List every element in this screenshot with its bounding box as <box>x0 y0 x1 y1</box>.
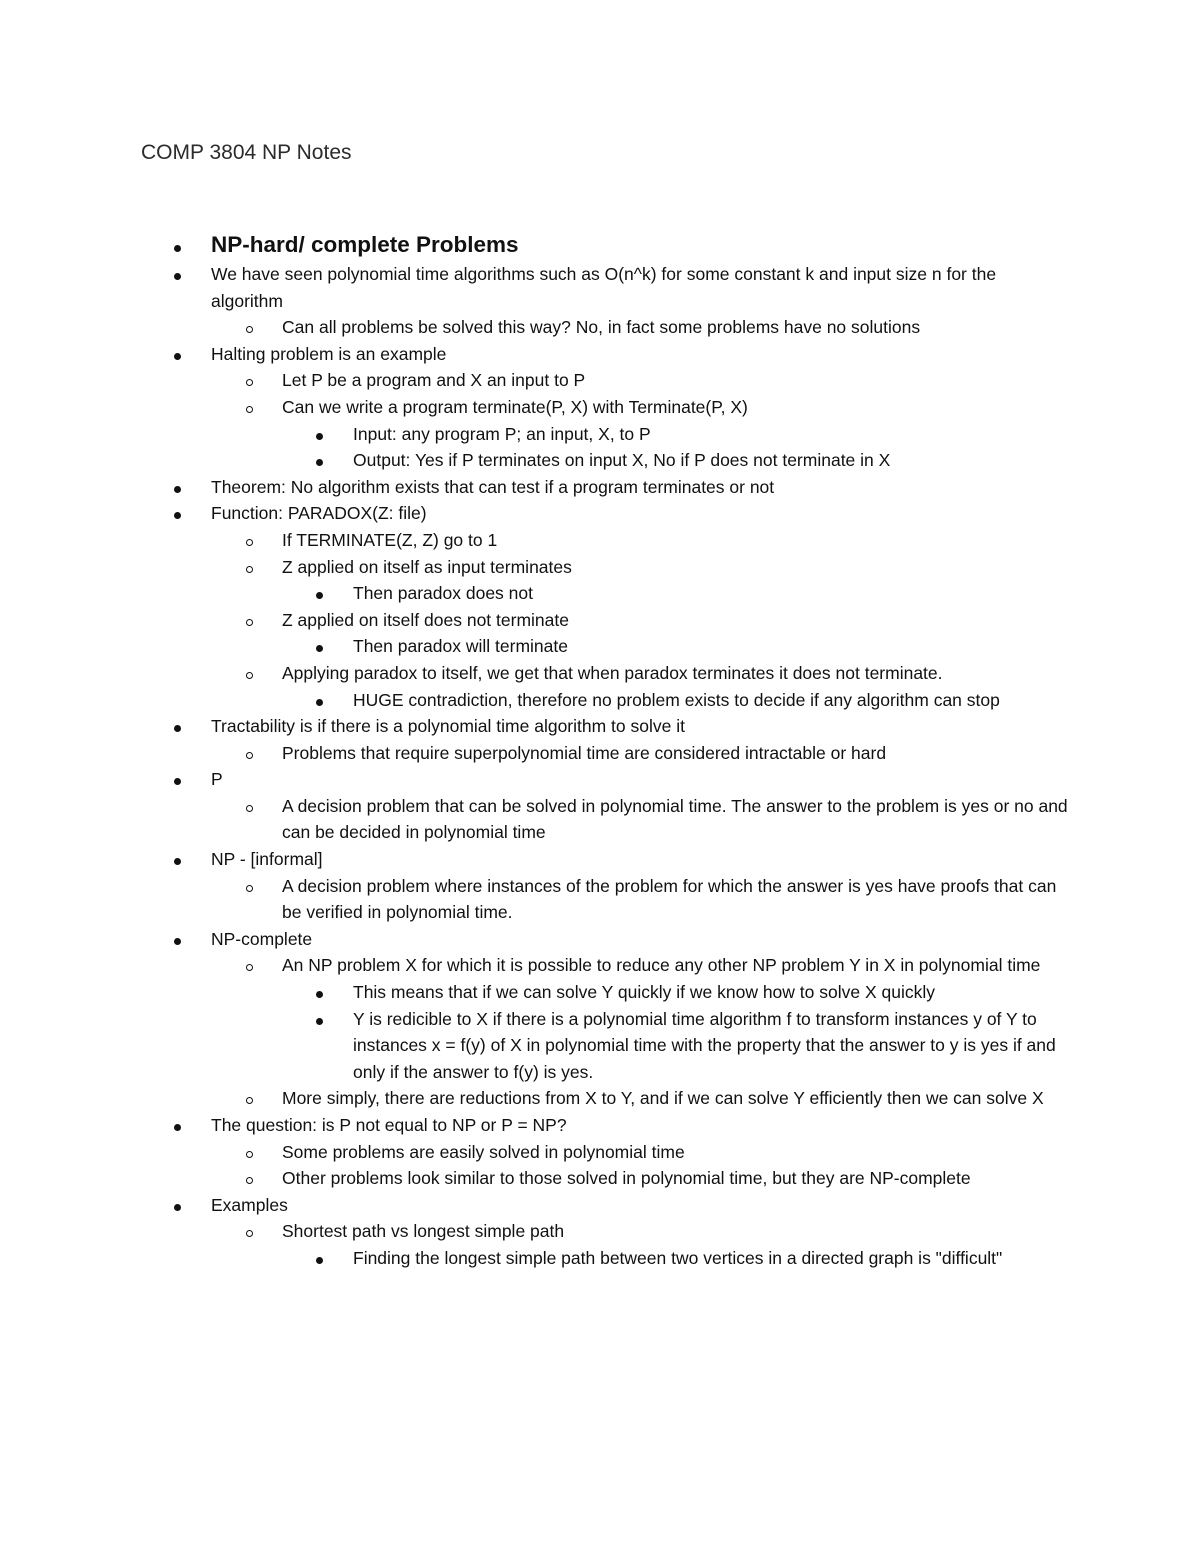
bullet-disc-icon <box>174 766 181 793</box>
bullet-disc-icon <box>316 633 323 660</box>
list-item-text: If TERMINATE(Z, Z) go to 1 <box>282 529 498 550</box>
list-item <box>0 527 1200 554</box>
bullet-disc-icon <box>174 229 181 261</box>
list-item <box>0 607 1200 634</box>
bullet-circle-icon <box>246 1165 253 1192</box>
bullet-disc-icon <box>174 261 181 288</box>
list-item <box>0 580 1200 607</box>
bullet-disc-icon <box>174 926 181 953</box>
list-item-text: A decision problem that can be solved in polynomial time. The answer to the problem is yes or no and can be decided in polynomial time <box>282 795 1068 843</box>
list-item-text: Y is redicible to X if there is a polynomial time algorithm f to transform instances y of Y to instances x = f(y) of X in polynomial time with the property that the answer to y is yes if and only if the answer to f(y) is yes. <box>353 1008 1056 1082</box>
list-item <box>0 341 1200 368</box>
list-item <box>0 554 1200 581</box>
list-item-text: Function: PARADOX(Z: file) <box>211 503 427 524</box>
bullet-circle-icon <box>246 952 253 979</box>
list-item <box>0 1085 1200 1112</box>
list-item <box>0 421 1200 448</box>
list-item-text: Other problems look similar to those solved in polynomial time, but they are NP-complete <box>282 1168 971 1189</box>
list-item-text: We have seen polynomial time algorithms such as O(n^k) for some constant k and input size n for the algorithm <box>211 264 997 311</box>
list-item-text: Output: Yes if P terminates on input X, No if P does not terminate in X <box>353 450 891 471</box>
bullet-disc-icon <box>174 713 181 740</box>
list-item <box>0 1192 1200 1219</box>
list-item-text: This means that if we can solve Y quickly if we know how to solve X quickly <box>353 982 935 1003</box>
list-item <box>0 367 1200 394</box>
bullet-circle-icon <box>246 394 253 421</box>
bullet-disc-icon <box>174 474 181 501</box>
bullet-disc-icon <box>174 500 181 527</box>
bullet-circle-icon <box>246 1085 253 1112</box>
list-item <box>0 447 1200 474</box>
list-item <box>0 1006 1200 1086</box>
notes-list <box>0 229 1200 1272</box>
list-item-text: Let P be a program and X an input to P <box>282 370 586 391</box>
list-item <box>0 793 1200 846</box>
list-item <box>0 1218 1200 1245</box>
list-item-text: Z applied on itself does not terminate <box>282 609 569 630</box>
list-item <box>0 633 1200 660</box>
list-item <box>0 500 1200 527</box>
list-item <box>0 394 1200 421</box>
list-item-text: Then paradox will terminate <box>353 636 568 657</box>
list-item <box>0 1139 1200 1166</box>
list-item <box>0 846 1200 873</box>
list-item-text: Applying paradox to itself, we get that when paradox terminates it does not terminate. <box>282 662 943 683</box>
bullet-circle-icon <box>246 660 253 687</box>
list-item <box>0 314 1200 341</box>
list-item <box>0 740 1200 767</box>
bullet-circle-icon <box>246 1218 253 1245</box>
list-item-text: Tractability is if there is a polynomial time algorithm to solve it <box>211 716 685 737</box>
list-item <box>0 713 1200 740</box>
list-item-text: NP-complete <box>211 928 313 949</box>
bullet-circle-icon <box>246 527 253 554</box>
list-item <box>0 926 1200 953</box>
list-item-text: Then paradox does not <box>353 583 533 604</box>
list-item <box>0 474 1200 501</box>
list-item-text: Can we write a program terminate(P, X) with Terminate(P, X) <box>282 396 748 417</box>
bullet-disc-icon <box>316 421 323 448</box>
list-item-text: Finding the longest simple path between two vertices in a directed graph is "difficult" <box>353 1247 1003 1268</box>
bullet-circle-icon <box>246 793 253 820</box>
list-item-text: An NP problem X for which it is possible to reduce any other NP problem Y in X in polynomial time <box>282 955 1041 976</box>
list-item-text: Problems that require superpolynomial time are considered intractable or hard <box>282 742 887 763</box>
list-item <box>0 766 1200 793</box>
bullet-disc-icon <box>316 1245 323 1272</box>
bullet-circle-icon <box>246 873 253 900</box>
list-item-text: Can all problems be solved this way? No, in fact some problems have no solutions <box>282 317 921 338</box>
bullet-circle-icon <box>246 367 253 394</box>
list-item-text: Examples <box>211 1194 288 1215</box>
bullet-circle-icon <box>246 314 253 341</box>
bullet-disc-icon <box>316 580 323 607</box>
bullet-disc-icon <box>316 447 323 474</box>
bullet-disc-icon <box>174 341 181 368</box>
list-item <box>0 261 1200 314</box>
bullet-circle-icon <box>246 740 253 767</box>
bullet-circle-icon <box>246 1139 253 1166</box>
list-item-text: The question: is P not equal to NP or P = NP? <box>211 1115 567 1135</box>
list-item-text: Shortest path vs longest simple path <box>282 1221 565 1242</box>
list-item <box>0 979 1200 1006</box>
list-item-text: P <box>211 769 223 790</box>
list-item <box>0 687 1200 714</box>
list-item <box>0 1112 1200 1139</box>
list-item-text: A decision problem where instances of the problem for which the answer is yes have proofs that can be verified in polynomial time. <box>282 875 1057 923</box>
list-item-text: Theorem: No algorithm exists that can test if a program terminates or not <box>211 476 775 497</box>
list-item-text: Halting problem is an example <box>211 343 447 364</box>
bullet-disc-icon <box>316 979 323 1006</box>
list-item-text: Some problems are easily solved in polynomial time <box>282 1141 685 1162</box>
bullet-disc-icon <box>174 1192 181 1219</box>
list-item-text: Z applied on itself as input terminates <box>282 556 572 577</box>
bullet-disc-icon <box>316 687 323 714</box>
list-item <box>0 952 1200 979</box>
list-item <box>0 660 1200 687</box>
list-item-text: More simply, there are reductions from X to Y, and if we can solve Y efficiently then we can solve X <box>282 1088 1044 1109</box>
bullet-disc-icon <box>174 846 181 873</box>
bullet-circle-icon <box>246 554 253 581</box>
list-item <box>0 1165 1200 1192</box>
list-item <box>0 873 1200 926</box>
list-item-text: HUGE contradiction, therefore no problem exists to decide if any algorithm can stop <box>353 689 1000 710</box>
bullet-disc-icon <box>174 1112 181 1139</box>
list-item <box>0 1245 1200 1272</box>
bullet-disc-icon <box>316 1006 323 1033</box>
list-item <box>0 229 1200 261</box>
list-item-text: NP-hard/ complete Problems <box>211 232 519 257</box>
bullet-circle-icon <box>246 607 253 634</box>
list-item-text: Input: any program P; an input, X, to P <box>353 423 651 444</box>
list-item-text: NP - [informal] <box>211 849 323 870</box>
page-title: COMP 3804 NP Notes <box>141 141 352 164</box>
